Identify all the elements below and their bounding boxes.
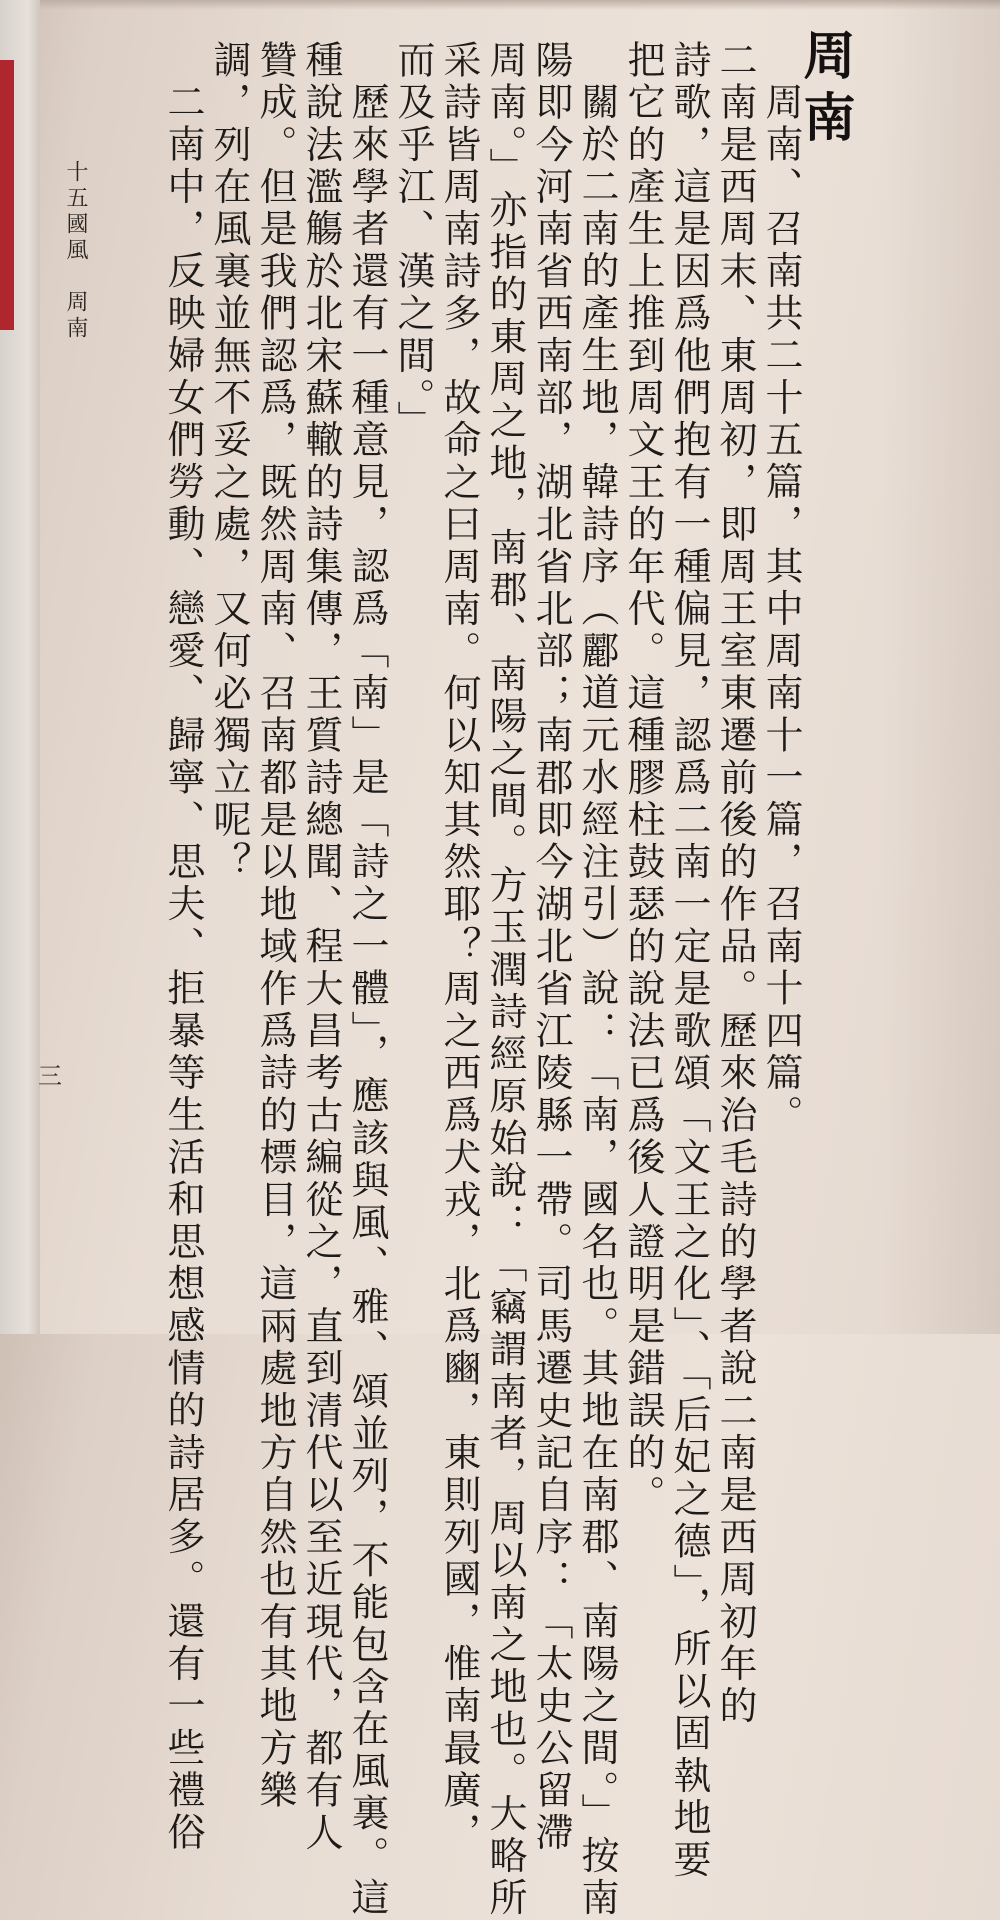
text-column: 而及乎江、漢之間。」 bbox=[391, 40, 435, 443]
text-column: 采詩皆周南詩多，故命之曰周南。何以知其然耶？周之西爲犬戎，北爲豳，東則列國，惟南最廣， bbox=[437, 40, 481, 1855]
text-column: 調，列在風裏並無不妥之處，又何必獨立呢？ bbox=[207, 40, 251, 884]
running-head: 十五國風 周南 bbox=[63, 160, 88, 342]
text-column: 贊成。但是我們認爲，既然周南、召南都是以地域作爲詩的標目，這兩處地方自然也有其地方樂 bbox=[253, 40, 297, 1813]
text-column: 二南是西周末、東周初，即周王室東遷前後的作品。歷來治毛詩的學者說二南是西周初年的 bbox=[713, 40, 757, 1728]
text-column: 二南中，反映婦女們勞動、戀愛、歸寧、思夫、拒暴等生活和思想感情的詩居多。還有一些禮俗 bbox=[161, 82, 205, 1855]
text-column: 周南。」亦指的東周之地，南郡、南陽之間。方玉潤詩經原始說：「竊謂南者，周以南之地也。大略所 bbox=[483, 40, 527, 1920]
page-shadow bbox=[880, 0, 1000, 1334]
text-column: 種說法濫觴於北宋蘇轍的詩集傳，王質詩總聞、程大昌考古編從之，直到清代以至近現代，都有人 bbox=[299, 40, 343, 1855]
page-top-edge bbox=[40, 0, 1000, 10]
text-column: 詩歌，這是因爲他們抱有一種偏見，認爲二南一定是歌頌「文王之化」、「后妃之德」，所以固執地要 bbox=[667, 40, 711, 1882]
text-column: 陽即今河南省西南部，湖北省北部；南郡即今湖北省江陵縣一帶。司馬遷史記自序：「太史公留滯 bbox=[529, 40, 573, 1855]
page-number: 三 bbox=[38, 1062, 62, 1090]
text-column: 周南、召南共二十五篇，其中周南十一篇，召南十四篇。 bbox=[759, 82, 803, 1137]
text-column: 把它的產生上推到周文王的年代。這種膠柱鼓瑟的說法已爲後人證明是錯誤的。 bbox=[621, 40, 665, 1517]
text-column: 歷來學者還有一種意見，認爲「南」是「詩之一體」，應該與風、雅、頌並列，不能包含在風裏。這 bbox=[345, 82, 389, 1920]
text-column: 關於二南的產生地，韓詩序（酈道元水經注引）說：「南，國名也。其地在南郡、南陽之間。」按南 bbox=[575, 82, 619, 1920]
section-title: 周南 bbox=[794, 28, 854, 152]
red-cover-edge bbox=[0, 60, 14, 330]
